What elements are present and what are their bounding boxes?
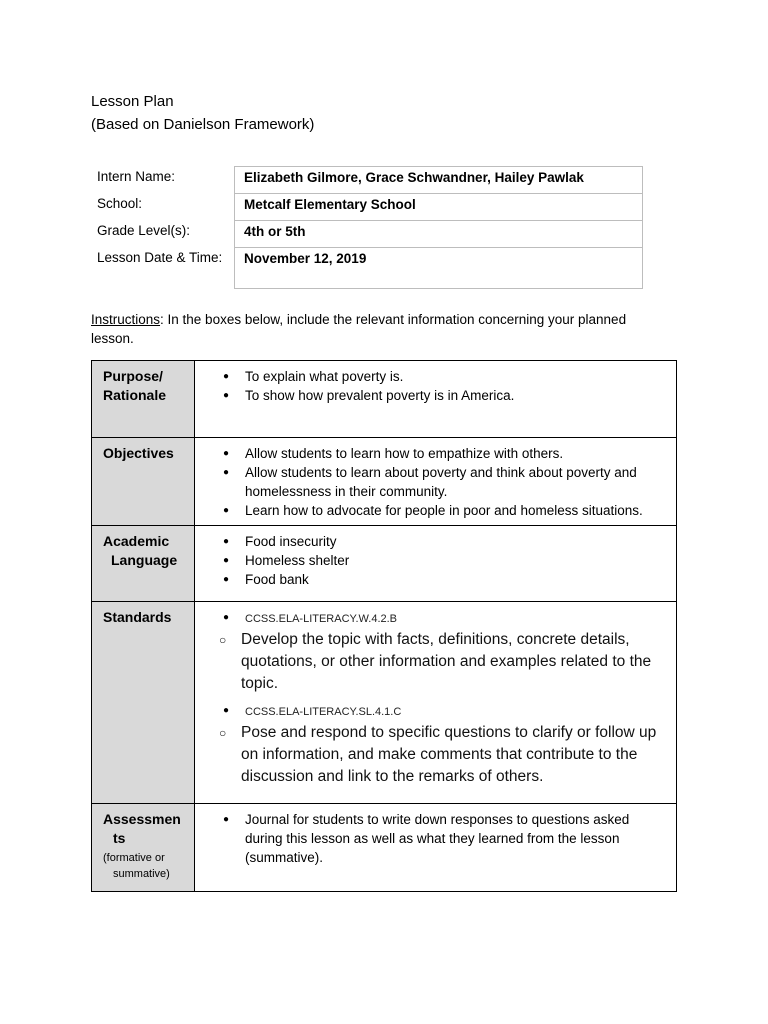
list-item: ● Food bank [195, 570, 668, 589]
objectives-content [195, 438, 677, 526]
objectives-label: Objectives [92, 438, 195, 526]
instructions-text: : In the boxes below, include the relevant information concerning your planned lesson. [91, 312, 627, 346]
purpose-content [195, 361, 677, 438]
list-item: ● Homeless shelter [195, 551, 668, 570]
list-item: ● Journal for students to write down responses to questions asked during this lesson as well as what they learned from the lesson (summative). [195, 810, 668, 867]
standard-detail: ○ Develop the topic with facts, definitions, concrete details, quotations, or other information and examples related to the topic. [195, 629, 668, 695]
standards-label: Standards [92, 602, 195, 804]
standard-detail: ○ Pose and respond to specific questions to clarify or follow up on information, and make comments that contribute to the discussion and link to the remarks of others. [195, 722, 668, 788]
list-item [195, 701, 668, 722]
instructions-lead: Instructions [91, 312, 161, 327]
purpose-label: Purpose/ Rationale [92, 361, 195, 438]
standards-row [92, 602, 677, 804]
school-label: School: [97, 196, 143, 211]
list-item: ● Learn how to advocate for people in poor and homeless situations. [195, 501, 668, 520]
objectives-row [92, 438, 677, 526]
academic-language-content [195, 526, 677, 602]
school-value: Metcalf Elementary School [235, 194, 642, 221]
list-item: ● Allow students to learn about poverty and think about poverty and homelessness in their community. [195, 463, 668, 501]
standard-code: CCSS.ELA-LITERACY.SL.4.1.C [245, 706, 402, 718]
grade-level-label: Grade Level(s): [97, 223, 191, 238]
list-item: ● Allow students to learn how to empathize with others. [195, 444, 668, 463]
grade-level-value: 4th or 5th [235, 221, 642, 248]
list-item: ● To show how prevalent poverty is in America. [195, 386, 668, 405]
list-item [195, 608, 668, 629]
standards-content [195, 602, 677, 804]
academic-language-row [92, 526, 677, 602]
lesson-plan-table [91, 360, 677, 892]
assessments-row [92, 804, 677, 892]
page-subtitle: (Based on Danielson Framework) [91, 116, 315, 133]
assessments-content [195, 804, 677, 892]
assessments-label: Assessmen ts (formative or summative) [92, 804, 195, 892]
info-labels [97, 166, 231, 274]
instructions [91, 310, 651, 348]
info-box [234, 166, 643, 289]
intern-name-value: Elizabeth Gilmore, Grace Schwandner, Hailey Pawlak [235, 167, 642, 194]
intern-name-label: Intern Name: [97, 169, 176, 184]
page-title: Lesson Plan [91, 93, 174, 110]
list-item: ● To explain what poverty is. [195, 367, 668, 386]
lesson-date-value: November 12, 2019 [244, 251, 367, 266]
lesson-date-label: Lesson Date & Time: [97, 250, 223, 265]
standard-code: CCSS.ELA-LITERACY.W.4.2.B [245, 613, 398, 625]
academic-language-label: Academic Language [92, 526, 195, 602]
list-item: ● Food insecurity [195, 532, 668, 551]
purpose-row [92, 361, 677, 438]
